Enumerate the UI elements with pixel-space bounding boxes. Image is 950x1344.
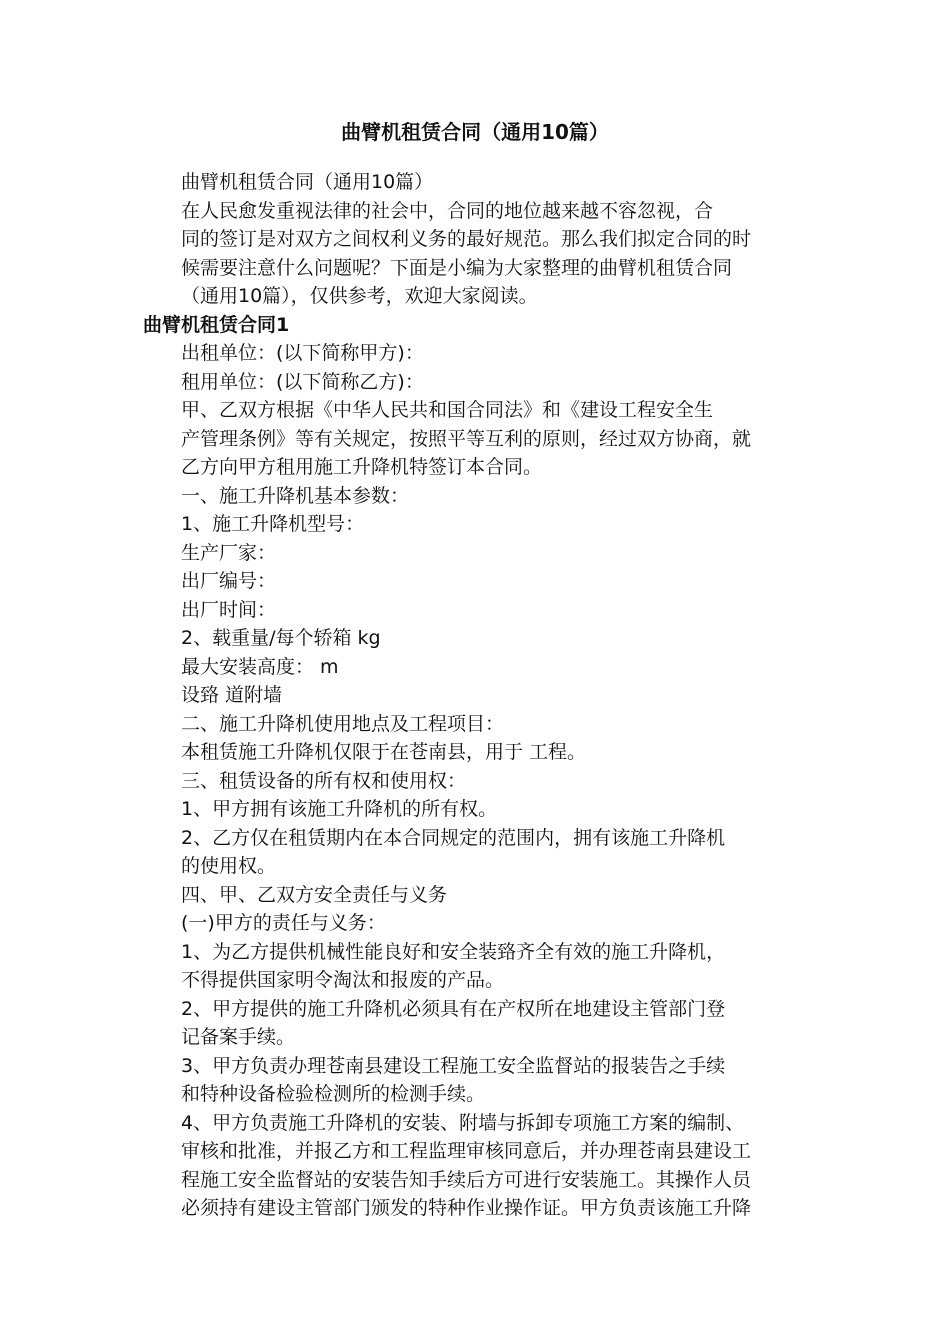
text-line: 1、施工升降机型号： <box>181 513 365 535</box>
text-line: 本租赁施工升降机仅限于在苍南县，用于 工程。 <box>181 741 587 763</box>
text-line: 审核和批准，并报乙方和工程监理审核同意后，并办理苍南县建设工 <box>181 1140 752 1162</box>
text-line: 设臵 道附墙 <box>181 684 283 706</box>
paragraph <box>143 567 807 596</box>
text-line: （通用10篇），仅供参考，欢迎大家阅读。 <box>181 285 538 307</box>
paragraph <box>143 824 807 881</box>
paragraph <box>143 168 807 197</box>
paragraph <box>143 738 807 767</box>
text-line: 甲、乙双方根据《中华人民共和国合同法》和《建设工程安全生 <box>181 399 714 421</box>
paragraph <box>143 510 807 539</box>
paragraph <box>143 368 807 397</box>
paragraph <box>143 396 807 482</box>
paragraph <box>143 596 807 625</box>
document-title: 曲臂机租赁合同（通用10篇） <box>341 120 609 144</box>
paragraph <box>143 539 807 568</box>
paragraph <box>143 767 807 796</box>
text-line: 产管理条例》等有关规定，按照平等互利的原则，经过双方协商，就 <box>181 427 752 450</box>
text-line: 的使用权。 <box>181 855 277 877</box>
text-line: 程施工安全监督站的安装告知手续后方可进行安装施工。其操作人员 <box>181 1168 752 1191</box>
text-line: 二、施工升降机使用地点及工程项目： <box>181 712 505 735</box>
text-line: 不得提供国家明令淘汰和报废的产品。 <box>181 969 505 991</box>
text-line: 曲臂机租赁合同（通用10篇） <box>181 171 434 193</box>
paragraph <box>143 681 807 710</box>
text-line: 同的签订是对双方之间权利义务的最好规范。那么我们拟定合同的时 <box>181 228 752 250</box>
paragraph <box>143 795 807 824</box>
text-line: 乙方向甲方租用施工升降机特签订本合同。 <box>181 456 543 478</box>
paragraph <box>143 710 807 739</box>
text-line: 生产厂家： <box>181 541 277 564</box>
text-line: 出租单位：(以下简称甲方)： <box>181 342 424 364</box>
paragraph <box>143 881 807 910</box>
text-line: 出厂时间： <box>181 598 277 621</box>
text-line: 租用单位：(以下简称乙方)： <box>181 370 424 393</box>
text-line: 三、租赁设备的所有权和使用权： <box>181 769 467 792</box>
paragraph <box>143 909 807 938</box>
text-line: 1、甲方拥有该施工升降机的所有权。 <box>181 798 498 820</box>
text-line: (一)甲方的责任与义务： <box>181 912 386 934</box>
text-line: 2、甲方提供的施工升降机必须具有在产权所在地建设主管部门登 <box>181 997 726 1020</box>
paragraph <box>143 339 807 368</box>
text-line: 和特种设备检验检测所的检测手续。 <box>181 1083 486 1105</box>
text-line: 2、乙方仅在租赁期内在本合同规定的范围内，拥有该施工升降机 <box>181 826 726 849</box>
paragraph <box>143 938 807 995</box>
text-line: 曲臂机租赁合同1 <box>143 313 290 336</box>
text-line: 一、施工升降机基本参数： <box>181 484 410 507</box>
paragraph <box>143 1052 807 1109</box>
text-line: 2、载重量/每个轿箱 kg <box>181 627 381 649</box>
paragraph <box>143 1109 807 1223</box>
text-line: 4、甲方负责施工升降机的安装、附墙与拆卸专项施工方案的编制、 <box>181 1111 745 1134</box>
text-line: 1、为乙方提供机械性能良好和安全装臵齐全有效的施工升降机， <box>181 940 726 963</box>
paragraph <box>143 995 807 1052</box>
paragraph <box>143 197 807 311</box>
text-line: 出厂编号： <box>181 570 277 592</box>
document-page <box>143 112 807 1223</box>
paragraph <box>143 653 807 682</box>
text-line: 记备案手续。 <box>181 1026 296 1048</box>
text-line: 在人民愈发重视法律的社会中，合同的地位越来越不容忽视，合 <box>181 199 714 222</box>
text-line: 必须持有建设主管部门颁发的特种作业操作证。甲方负责该施工升降 <box>181 1197 752 1219</box>
text-line: 四、甲、乙双方安全责任与义务 <box>181 883 448 906</box>
text-line: 3、甲方负责办理苍南县建设工程施工安全监督站的报装告之手续 <box>181 1054 726 1077</box>
paragraph <box>143 482 807 511</box>
text-line: 最大安装高度： m <box>181 655 339 678</box>
text-line: 候需要注意什么问题呢？下面是小编为大家整理的曲臂机租赁合同 <box>181 256 733 279</box>
section-heading <box>143 311 807 340</box>
document-body <box>143 168 807 1223</box>
paragraph <box>143 624 807 653</box>
